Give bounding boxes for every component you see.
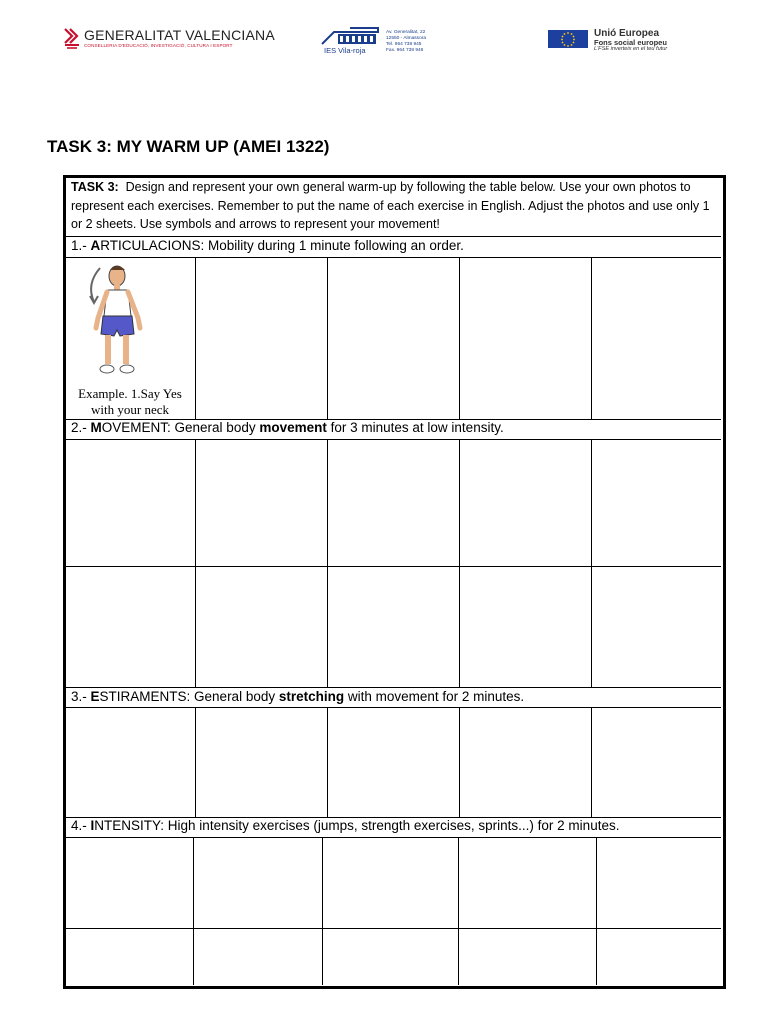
section-initial: M — [90, 420, 102, 435]
column-divider — [591, 707, 592, 817]
eu-title: Unió Europea — [594, 28, 660, 39]
column-divider — [591, 439, 592, 687]
section-estiraments — [71, 689, 524, 704]
ies-address-line: Fax. 964 738 946 — [386, 48, 424, 53]
task-instructions — [71, 178, 719, 234]
column-divider — [195, 439, 196, 687]
column-divider — [195, 707, 196, 817]
column-divider — [459, 707, 460, 817]
section-text: NTENSITY: High intensity exercises (jumps, strength exercises, sprints...) for 2 minutes. — [94, 818, 620, 833]
ies-logo — [318, 26, 448, 54]
column-divider — [596, 837, 597, 985]
section-intensity — [71, 818, 619, 833]
generalitat-logo — [62, 24, 275, 52]
row-divider — [65, 707, 721, 708]
column-divider — [458, 837, 459, 985]
section-text: OVEMENT: General body — [101, 420, 260, 435]
section-number: 4.- — [71, 818, 91, 833]
row-divider — [65, 236, 721, 237]
column-divider — [459, 439, 460, 687]
row-divider — [65, 837, 721, 838]
example-caption-line: with your neck — [91, 402, 169, 417]
example-caption-line: Example. 1.Say Yes — [78, 386, 182, 401]
ies-building-icon — [320, 26, 380, 46]
page-title: TASK 3: MY WARM UP (AMEI 1322) — [47, 137, 330, 156]
column-divider — [327, 439, 328, 687]
section-text: STIRAMENTS: General body — [99, 689, 279, 704]
ies-address-line: Tel. 964 738 945 — [386, 42, 422, 47]
generalitat-name: GENERALITAT VALENCIANA — [84, 27, 275, 43]
eu-flag-icon — [548, 30, 588, 48]
row-divider — [65, 928, 721, 929]
row-divider — [65, 566, 721, 567]
generalitat-emblem-icon — [62, 26, 82, 50]
ies-address-line: Av. Generalitat, 22 — [386, 30, 426, 35]
example-neck-exercise-illustration — [80, 256, 190, 386]
section-text: RTICULACIONS: Mobility during 1 minute following an order. — [100, 238, 464, 253]
section-number: 2.- — [71, 420, 91, 435]
example-caption — [66, 386, 194, 418]
section-articulacions — [71, 238, 464, 253]
section-text-end: with movement for 2 minutes. — [344, 689, 525, 704]
eu-tagline: L'FSE inverteix en el teu futur — [594, 46, 668, 52]
row-divider — [65, 439, 721, 440]
ies-address-line: 12550 - Almassora — [386, 36, 426, 41]
eu-logo — [548, 28, 718, 54]
column-divider — [193, 837, 194, 985]
task-text: Design and represent your own general warm-up by following the table below. Use your own photos to represent each exercises. Remember to put the name of each exercise in English. Adjust the photos and use only 1 or 2 sheets. Use symbols and arrows to represent your movement! — [71, 180, 710, 231]
generalitat-subtitle: CONSELLERIA D'EDUCACIÓ, INVESTIGACIÓ, CULTURA I ESPORT — [84, 43, 233, 48]
section-keyword: movement — [259, 420, 327, 435]
column-divider — [195, 257, 196, 419]
column-divider — [327, 257, 328, 419]
section-initial: I — [90, 818, 95, 833]
column-divider — [327, 707, 328, 817]
section-initial: E — [90, 689, 100, 704]
section-number: 3.- — [71, 689, 91, 704]
column-divider — [322, 837, 323, 985]
eu-subtitle: Fons social europeu — [594, 38, 667, 47]
section-text-end: for 3 minutes at low intensity. — [326, 420, 504, 435]
section-initial: A — [90, 238, 101, 253]
ies-name: IES Vila-roja — [324, 46, 366, 55]
column-divider — [459, 257, 460, 419]
column-divider — [591, 257, 592, 419]
task-lead: TASK 3: — [71, 180, 119, 194]
row-divider — [65, 687, 721, 688]
section-movement — [71, 420, 504, 435]
ies-address — [386, 30, 426, 54]
section-keyword: stretching — [278, 689, 345, 704]
section-number: 1.- — [71, 238, 91, 253]
